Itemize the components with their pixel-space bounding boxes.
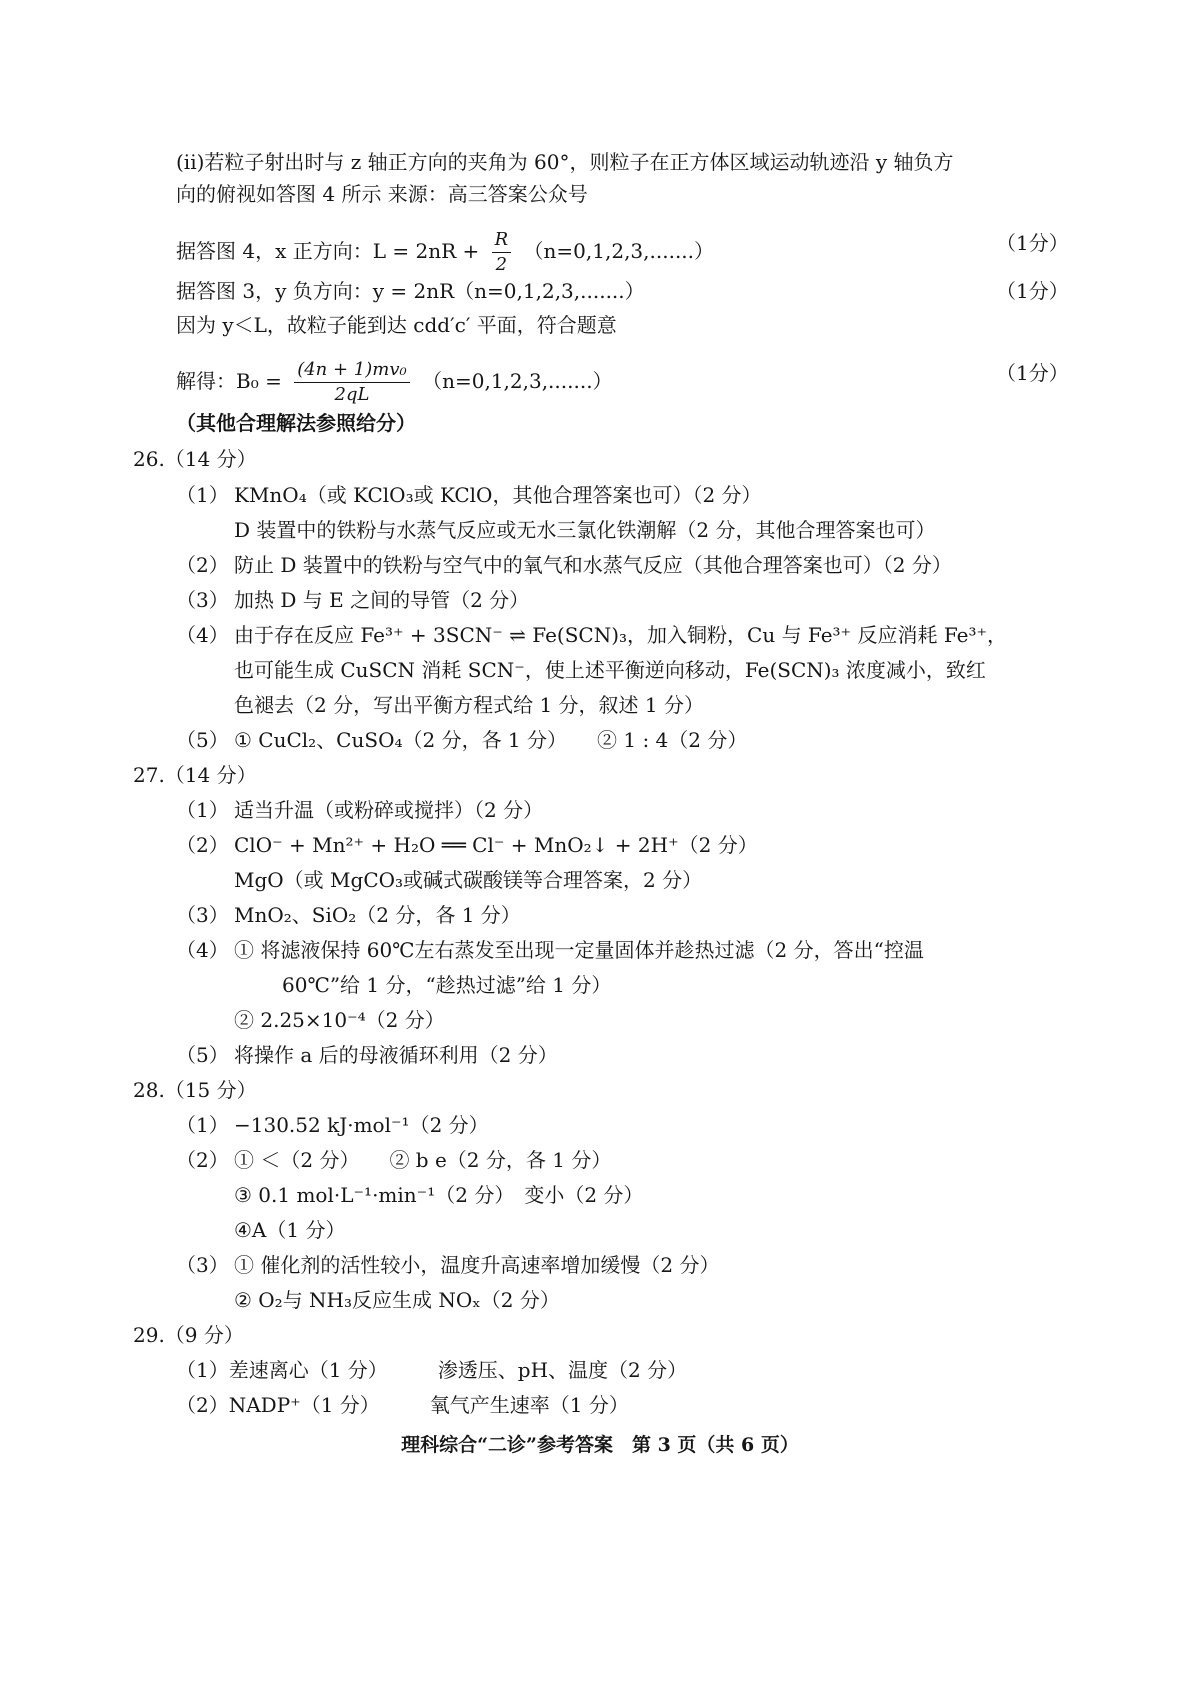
answer-text: ClO⁻ + Mn²⁺ + H₂O ══ Cl⁻ + MnO₂↓ + 2H⁺（2 分）	[234, 833, 758, 857]
answer-line: ④A（1 分）	[234, 1218, 346, 1242]
answer-line	[176, 1145, 611, 1175]
question-heading: 28.（15 分）	[133, 1078, 257, 1102]
answer-line	[176, 935, 924, 965]
answer-line: ③ 0.1 mol·L⁻¹·min⁻¹（2 分） 变小（2 分）	[234, 1183, 644, 1207]
answer-line	[176, 1040, 558, 1070]
fraction	[492, 228, 512, 277]
answer-text: 由于存在反应 Fe³⁺ + 3SCN⁻ ⇌ Fe(SCN)₃，加入铜粉，Cu 与 Fe³⁺ 反应消耗 Fe³⁺，	[234, 623, 1008, 647]
answer-text: ① CuCl₂、CuSO₄（2 分，各 1 分） ② 1 : 4（2 分）	[234, 728, 748, 752]
answer-text: MnO₂、SiO₂（2 分，各 1 分）	[234, 903, 521, 927]
answer-label: （1）	[176, 798, 229, 822]
answer-line	[176, 480, 762, 510]
text-line: 因为 y＜L，故粒子能到达 cdd′c′ 平面，符合题意	[176, 313, 617, 337]
question-heading: 26.（14 分）	[133, 447, 257, 471]
equation-prefix: 解得：B₀ =	[176, 369, 282, 393]
fraction-numerator: R	[492, 228, 512, 253]
equation-prefix: 据答图 4，x 正方向：L = 2nR +	[176, 239, 480, 263]
question-heading: 29.（9 分）	[133, 1323, 244, 1347]
answer-text: ① 将滤液保持 60℃左右蒸发至出现一定量固体并趁热过滤（2 分，答出“控温	[234, 938, 924, 962]
text-line: 据答图 3，y 负方向：y = 2nR（n=0,1,2,3,.......）	[176, 279, 645, 303]
answer-label: （5）	[176, 728, 229, 752]
equation-suffix: （n=0,1,2,3,.......）	[422, 369, 613, 393]
text-line: (ii)若粒子射出时与 z 轴正方向的夹角为 60°，则粒子在正方体区域运动轨迹沿 y 轴负方	[176, 150, 954, 174]
page-footer: 理科综合“二诊”参考答案 第 3 页（共 6 页）	[401, 1434, 799, 1456]
answer-label: （3）	[176, 1253, 229, 1277]
text-line: 向的俯视如答图 4 所示 来源：高三答案公众号	[176, 182, 588, 206]
answer-text: 加热 D 与 E 之间的导管（2 分）	[234, 588, 530, 612]
answer-line: （1）差速离心（1 分） 渗透压、pH、温度（2 分）	[176, 1358, 688, 1382]
answer-line	[176, 900, 521, 930]
answer-line: D 装置中的铁粉与水蒸气反应或无水三氯化铁潮解（2 分，其他合理答案也可）	[234, 518, 936, 542]
answer-text: ① ＜（2 分） ② b e（2 分，各 1 分）	[234, 1148, 612, 1172]
answer-text: 防止 D 装置中的铁粉与空气中的氧气和水蒸气反应（其他合理答案也可）（2 分）	[234, 553, 952, 577]
text-line: （其他合理解法参照给分）	[176, 411, 416, 435]
fraction	[294, 358, 410, 407]
answer-label: （3）	[176, 588, 229, 612]
answer-label: （2）	[176, 553, 229, 577]
answer-line	[176, 725, 747, 755]
answer-line	[176, 620, 1007, 650]
answer-label: （3）	[176, 903, 229, 927]
answer-line: 60℃”给 1 分，“趁热过滤”给 1 分）	[282, 973, 612, 997]
answer-line	[176, 830, 758, 860]
answer-label: （4）	[176, 938, 229, 962]
fraction-denominator: 2	[495, 254, 508, 275]
answer-line	[176, 795, 543, 825]
equation-line	[176, 228, 714, 277]
answer-line	[176, 550, 952, 580]
answer-text: KMnO₄（或 KClO₃或 KClO，其他合理答案也可）（2 分）	[234, 483, 762, 507]
equation-line	[176, 358, 613, 407]
fraction-denominator: 2qL	[334, 384, 370, 405]
answer-label: （2）	[176, 833, 229, 857]
answer-label: （1）	[176, 1113, 229, 1137]
answer-line	[176, 1250, 719, 1280]
equation-suffix: （n=0,1,2,3,.......）	[523, 239, 715, 263]
answer-text: ① 催化剂的活性较小，温度升高速率增加缓慢（2 分）	[234, 1253, 720, 1277]
score-label: （1分）	[996, 279, 1069, 303]
answer-line: 色褪去（2 分，写出平衡方程式给 1 分，叙述 1 分）	[234, 693, 704, 717]
answer-label: （4）	[176, 623, 229, 647]
answer-line	[176, 585, 529, 615]
answer-line: 也可能生成 CuSCN 消耗 SCN⁻，使上述平衡逆向移动，Fe(SCN)₃ 浓度减小，致红	[234, 658, 986, 682]
answer-text: 适当升温（或粉碎或搅拌）（2 分）	[234, 798, 544, 822]
answer-text: −130.52 kJ·mol⁻¹（2 分）	[234, 1113, 489, 1137]
answer-line: ② O₂与 NH₃反应生成 NOₓ（2 分）	[234, 1288, 560, 1312]
question-heading: 27.（14 分）	[133, 763, 257, 787]
score-label: （1分）	[996, 231, 1069, 255]
answer-line	[176, 1110, 489, 1140]
answer-line: MgO（或 MgCO₃或碱式碳酸镁等合理答案，2 分）	[234, 868, 703, 892]
answer-label: （1）	[176, 483, 229, 507]
answer-text: 将操作 a 后的母液循环利用（2 分）	[234, 1043, 558, 1067]
answer-line: ② 2.25×10⁻⁴（2 分）	[234, 1008, 445, 1032]
answer-label: （2）	[176, 1148, 229, 1172]
score-label: （1分）	[996, 361, 1069, 385]
answer-line: （2）NADP⁺（1 分） 氧气产生速率（1 分）	[176, 1393, 629, 1417]
answer-label: （5）	[176, 1043, 229, 1067]
fraction-numerator: (4n + 1)mv₀	[294, 358, 410, 383]
